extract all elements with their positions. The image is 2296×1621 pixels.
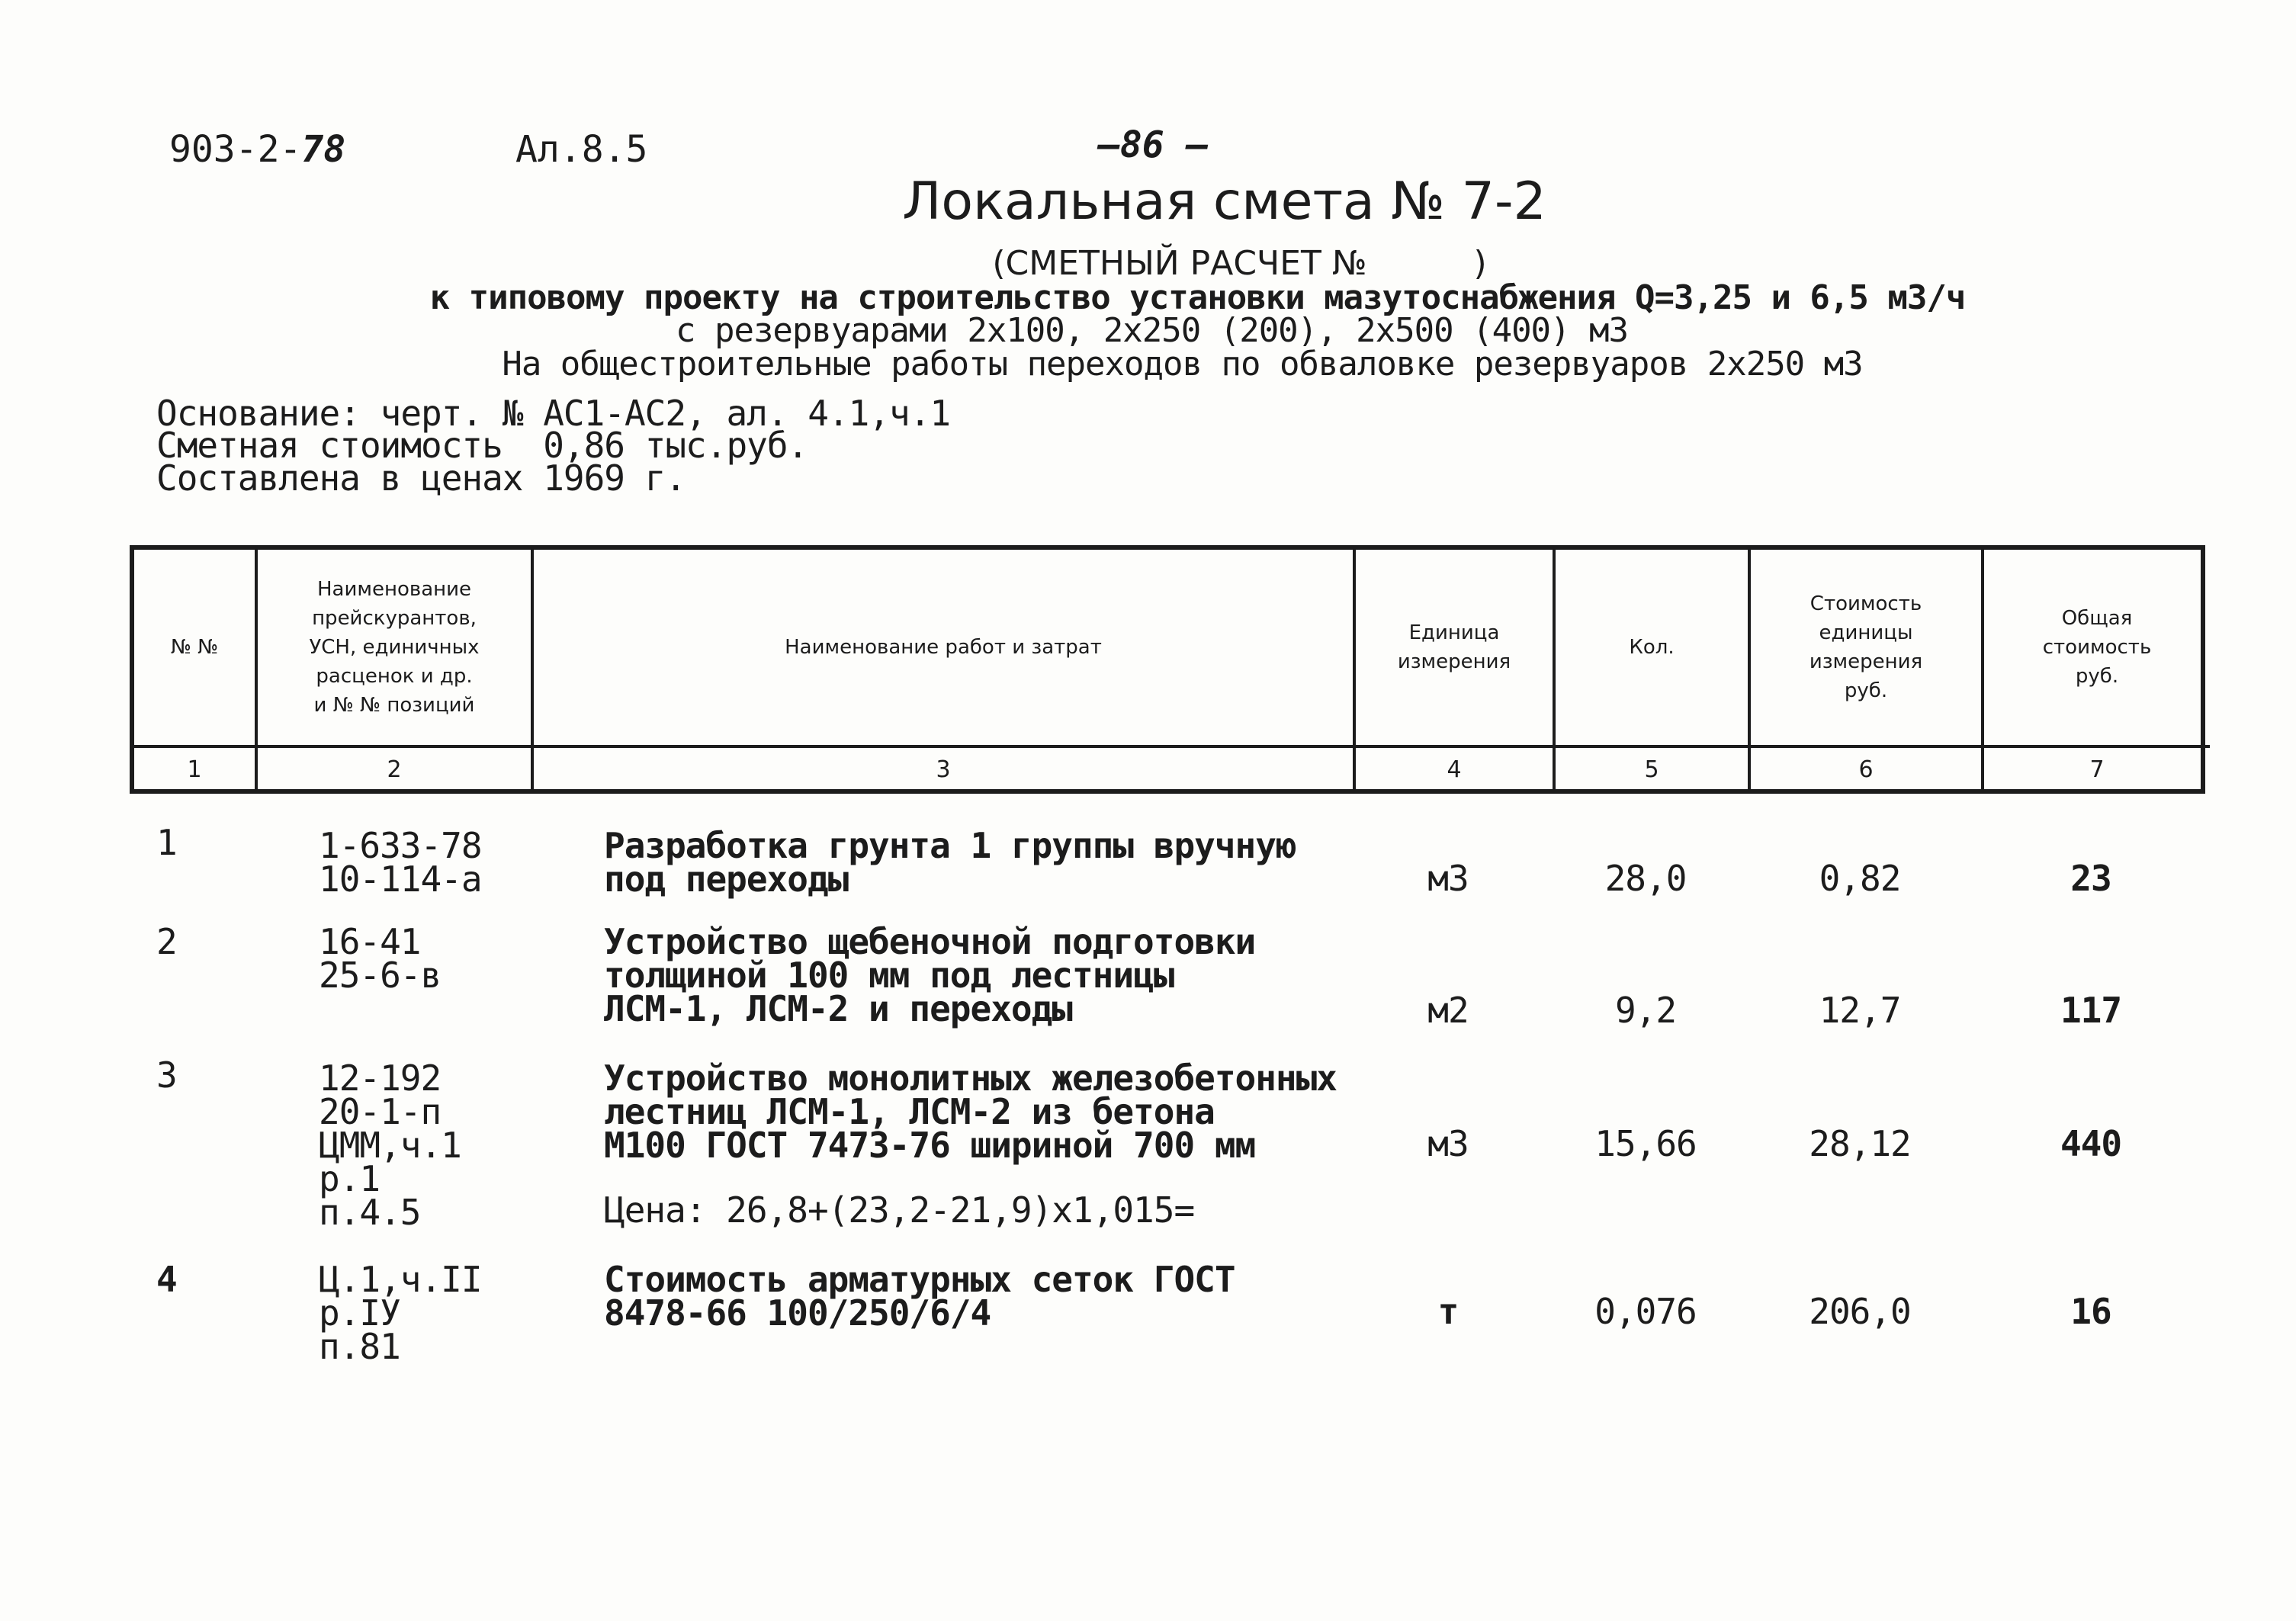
subtitle-line-3: На общестроительные работы переходов по обваловке резервуаров 2х250 м3	[502, 345, 1863, 384]
row-number: 1	[156, 822, 177, 863]
row-unit-cost: 0,82	[1819, 858, 1901, 899]
header-col-unit: Единица измерения 4	[1353, 550, 1553, 789]
row-reference: 16-41 25-6-в	[319, 921, 442, 996]
page-title: Локальная смета № 7-2	[902, 172, 1546, 232]
row-unit: т	[1437, 1291, 1459, 1332]
row-total: 117	[2060, 990, 2122, 1031]
header-col-reference: Наименование прейскурантов, УСН, единичных расценок и др. и № № позиций 2	[255, 550, 531, 789]
sheet-reference: Ал.8.5	[515, 128, 648, 171]
row-unit-cost: 28,12	[1809, 1123, 1911, 1164]
row-number: 4	[156, 1259, 177, 1300]
page-number: —86 —	[1098, 124, 1209, 166]
header-col-work-name: Наименование работ и затрат 3	[531, 550, 1353, 789]
row-work-name: Устройство монолитных железобетонных лестниц ЛСМ-1, ЛСМ-2 из бетона М100 ГОСТ 7473-76 шириной 700 мм	[604, 1058, 1337, 1166]
row-total: 23	[2070, 858, 2111, 899]
row-quantity: 9,2	[1614, 990, 1677, 1031]
document-code: 903-2-78	[169, 128, 346, 171]
row-quantity: 0,076	[1594, 1291, 1697, 1332]
row-work-name: Разработка грунта 1 группы вручную под переходы	[604, 825, 1296, 900]
row-reference: Ц.1,ч.II р.IУ п.81	[319, 1259, 482, 1367]
row-price-formula: Цена: 26,8+(23,2-21,9)х1,015=	[604, 1189, 1195, 1231]
subtitle-line-2: с резервуарами 2х100, 2х250 (200), 2х500 (400) м3	[675, 311, 1629, 350]
basis-line: Основание: черт. № АС1-АС2, ал. 4.1,ч.1	[156, 393, 951, 434]
row-quantity: 15,66	[1594, 1123, 1697, 1164]
header-col-total-cost: Общая стоимость руб. 7	[1981, 550, 2210, 789]
row-unit: м3	[1427, 1123, 1469, 1164]
subtitle-line-1: к типовому проекту на строительство установки мазутоснабжения Q=3,25 и 6,5 м3/ч	[429, 278, 1966, 317]
header-col-unit-cost: Стоимость единицы измерения руб. 6	[1748, 550, 1981, 789]
header-col-number: № № 1	[134, 550, 255, 789]
row-reference: 1-633-78 10-114-а	[319, 825, 482, 900]
row-total: 16	[2070, 1291, 2111, 1332]
estimated-cost-line: Сметная стоимость 0,86 тыс.руб.	[156, 425, 808, 466]
calculation-line: (СМЕТНЫЙ РАСЧЕТ № )	[992, 244, 1487, 283]
row-work-name: Стоимость арматурных сеток ГОСТ 8478-66 100/250/6/4	[604, 1259, 1235, 1334]
row-unit-cost: 206,0	[1809, 1291, 1911, 1332]
row-unit: м3	[1427, 858, 1469, 899]
table-header	[130, 545, 2205, 794]
row-quantity: 28,0	[1604, 858, 1687, 899]
header-col-quantity: Кол. 5	[1553, 550, 1748, 789]
row-number: 3	[156, 1054, 177, 1096]
price-year-line: Составлена в ценах 1969 г.	[156, 457, 686, 499]
row-unit-cost: 12,7	[1819, 990, 1901, 1031]
row-unit: м2	[1427, 990, 1469, 1031]
row-reference: 12-192 20-1-п ЦММ,ч.1 р.1 п.4.5	[319, 1058, 461, 1233]
row-total: 440	[2060, 1123, 2122, 1164]
row-work-name: Устройство щебеночной подготовки толщиной 100 мм под лестницы ЛСМ-1, ЛСМ-2 и переходы	[604, 921, 1256, 1029]
row-number: 2	[156, 921, 177, 962]
